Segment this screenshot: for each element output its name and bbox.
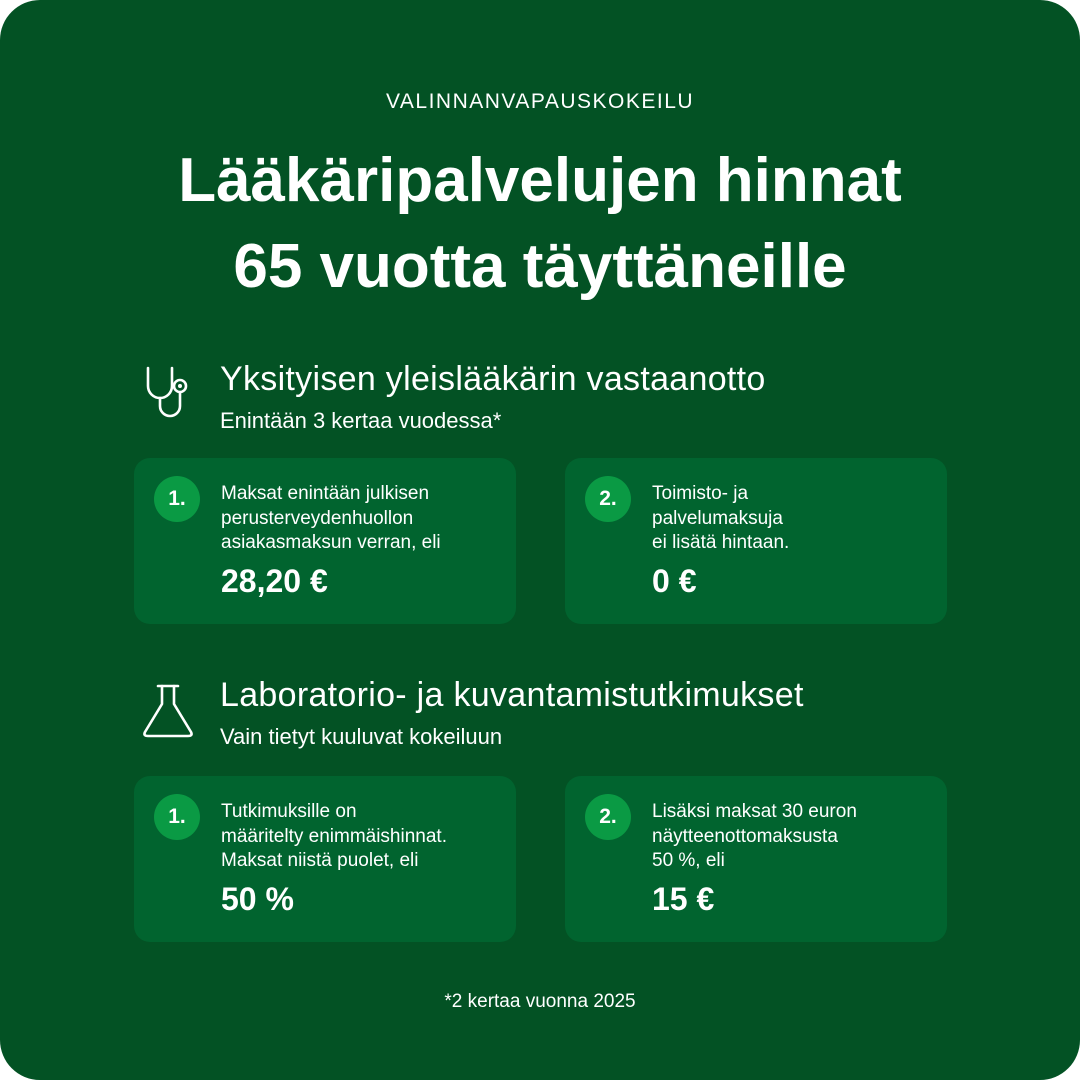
price-value: 28,20 € bbox=[221, 563, 328, 599]
price-card-doctor-1 bbox=[134, 458, 516, 624]
section-subheading-doctor: Enintään 3 kertaa vuodessa* bbox=[220, 408, 502, 433]
card-text-line: Toimisto- ja bbox=[652, 483, 749, 504]
stethoscope-icon bbox=[140, 362, 196, 422]
card-text-line: Maksat enintään julkisen bbox=[221, 483, 430, 504]
card-text-line: näytteenottomaksusta bbox=[652, 825, 838, 847]
section-heading-lab: Laboratorio- ja kuvantamistutkimukset bbox=[220, 676, 804, 714]
price-value: 0 € bbox=[652, 563, 697, 599]
lab-flask-icon bbox=[140, 682, 196, 742]
price-card-lab-1 bbox=[134, 776, 516, 942]
card-text-line: määritelty enimmäishinnat. bbox=[221, 825, 447, 847]
price-value: 50 % bbox=[221, 881, 294, 917]
page-title-line-2: 65 vuotta täyttäneille bbox=[233, 232, 847, 301]
card-description bbox=[221, 482, 511, 556]
card-text-line: Maksat niistä puolet, eli bbox=[221, 850, 419, 871]
step-badge: 2. bbox=[585, 476, 631, 522]
price-value: 15 € bbox=[652, 881, 715, 917]
price-card-lab-2 bbox=[565, 776, 947, 942]
card-text-line: 50 %, eli bbox=[652, 850, 725, 871]
step-badge: 1. bbox=[154, 794, 200, 840]
card-text-line: Lisäksi maksat 30 euron bbox=[652, 801, 857, 822]
price-card-doctor-2 bbox=[565, 458, 947, 624]
card-text-line: ei lisätä hintaan. bbox=[652, 532, 790, 553]
step-badge: 1. bbox=[154, 476, 200, 522]
page-title bbox=[0, 138, 1080, 310]
card-description bbox=[652, 482, 942, 556]
footnote: *2 kertaa vuonna 2025 bbox=[444, 991, 636, 1012]
card-text-line: palvelumaksuja bbox=[652, 507, 783, 529]
section-subheading-lab: Vain tietyt kuuluvat kokeiluun bbox=[220, 724, 503, 749]
card-text-line: perusterveydenhuollon bbox=[221, 507, 414, 529]
step-badge: 2. bbox=[585, 794, 631, 840]
section-heading-doctor: Yksityisen yleislääkärin vastaanotto bbox=[220, 360, 766, 398]
page-title-line-1: Lääkäripalvelujen hinnat bbox=[178, 146, 902, 215]
card-description bbox=[652, 800, 942, 874]
card-text-line: asiakasmaksun verran, eli bbox=[221, 532, 441, 553]
eyebrow-label: VALINNANVAPAUSKOKEILU bbox=[385, 90, 695, 113]
card-description bbox=[221, 800, 511, 874]
card-text-line: Tutkimuksille on bbox=[221, 801, 357, 822]
